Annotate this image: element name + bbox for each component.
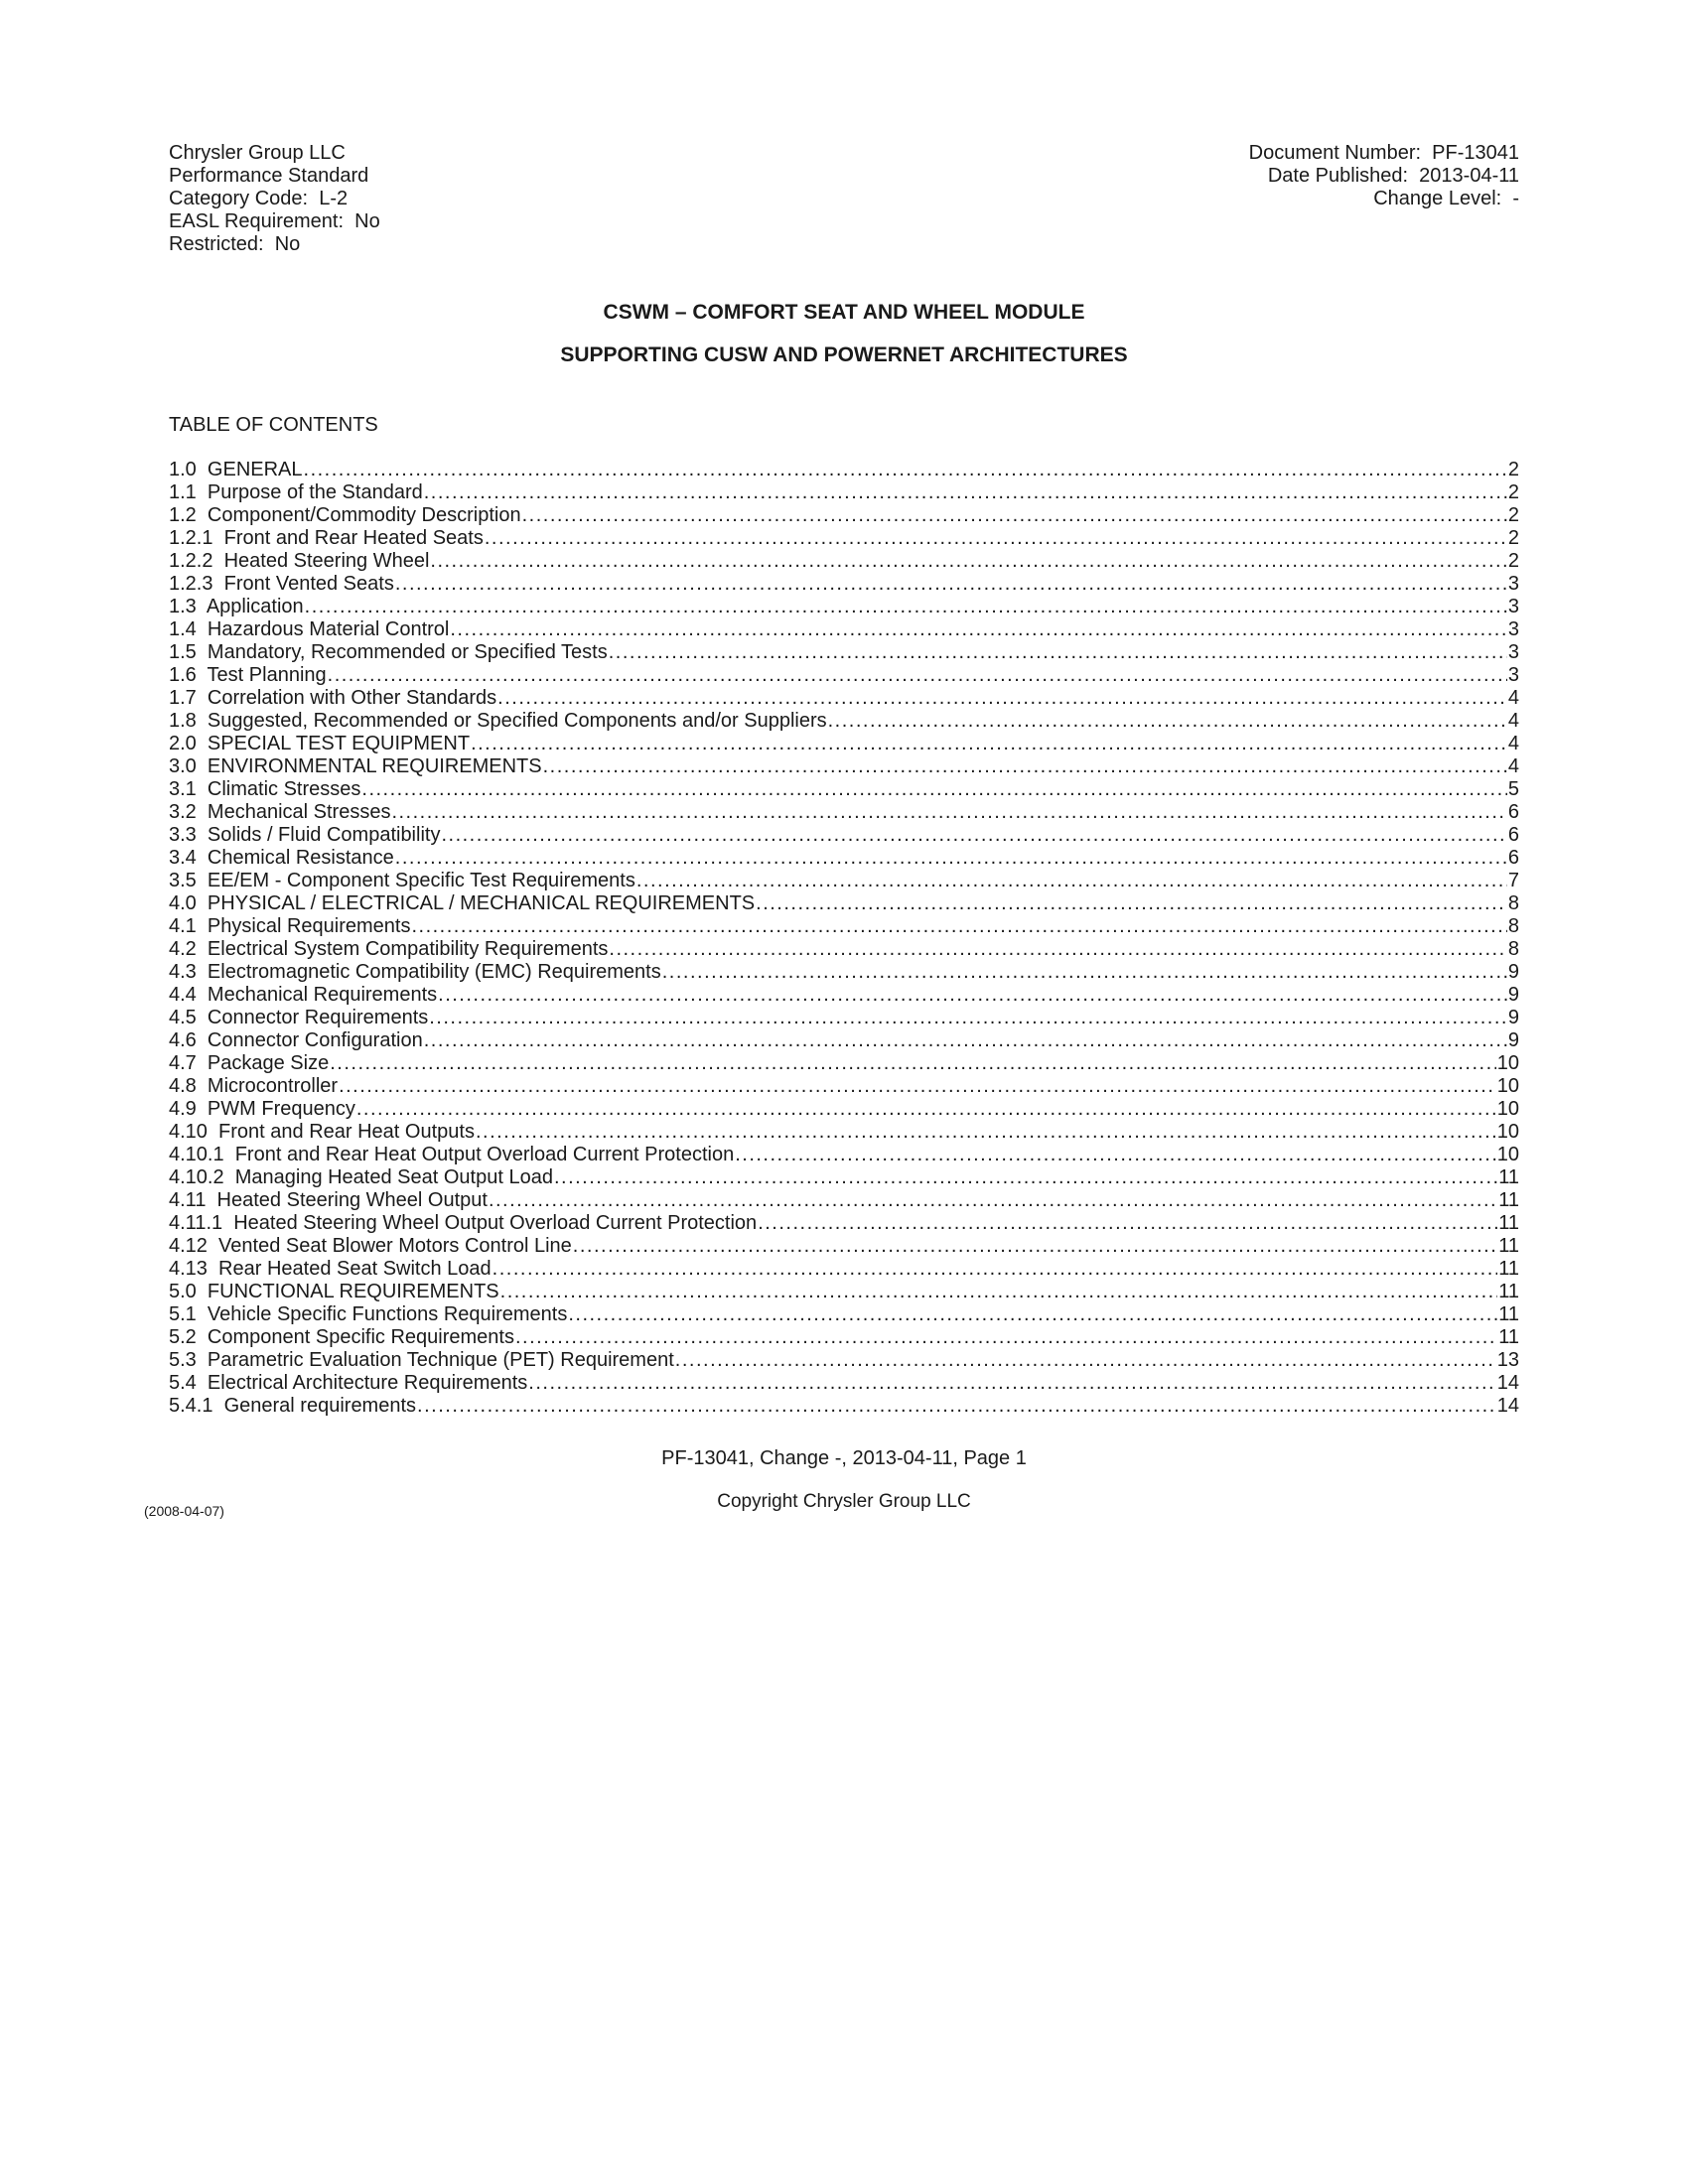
toc-entry-label: 3.4 Chemical Resistance <box>169 847 394 869</box>
toc-entry <box>169 641 1519 664</box>
toc-entry-label: 1.2 Component/Commodity Description <box>169 504 521 526</box>
header-right-block <box>1249 142 1519 256</box>
toc-dot-leader <box>429 1007 1507 1029</box>
toc-dot-leader <box>662 961 1507 984</box>
toc-entry-page: 3 <box>1507 618 1519 640</box>
toc-dot-leader <box>395 847 1507 870</box>
toc-entry <box>169 1007 1519 1029</box>
toc-entry-label: 4.10.2 Managing Heated Seat Output Load <box>169 1166 553 1188</box>
toc-dot-leader <box>417 1395 1496 1418</box>
toc-entry <box>169 573 1519 596</box>
toc-entry-page: 4 <box>1507 687 1519 709</box>
toc-dot-leader <box>675 1349 1496 1372</box>
toc-entry-page: 6 <box>1507 847 1519 869</box>
toc-entry-page: 10 <box>1496 1121 1519 1143</box>
toc-entry-page: 4 <box>1507 710 1519 732</box>
toc-entry-label: 3.5 EE/EM - Component Specific Test Requirements <box>169 870 635 891</box>
toc-entry-label: 1.2.2 Heated Steering Wheel <box>169 550 430 572</box>
toc-entry <box>169 1075 1519 1098</box>
toc-entry-label: 4.11.1 Heated Steering Wheel Output Overload Current Protection <box>169 1212 758 1234</box>
toc-entry <box>169 710 1519 733</box>
toc-entry-label: 4.11 Heated Steering Wheel Output <box>169 1189 488 1211</box>
toc-dot-leader <box>515 1326 1497 1349</box>
toc-dot-leader <box>339 1075 1496 1098</box>
toc-entry-label: 4.9 PWM Frequency <box>169 1098 355 1120</box>
toc-entry-page: 6 <box>1507 801 1519 823</box>
toc-entry-label: 4.10.1 Front and Rear Heat Output Overload Current Protection <box>169 1144 735 1165</box>
toc-entry <box>169 1029 1519 1052</box>
toc-entry <box>169 938 1519 961</box>
toc-dot-leader <box>391 801 1506 824</box>
toc-dot-leader <box>609 938 1506 961</box>
toc-entry <box>169 664 1519 687</box>
toc-dot-leader <box>636 870 1507 892</box>
toc-entry <box>169 1166 1519 1189</box>
toc-entry-page: 8 <box>1507 938 1519 960</box>
toc-entry <box>169 733 1519 755</box>
toc-entry <box>169 1349 1519 1372</box>
header-right-line: Change Level: - <box>1373 188 1519 209</box>
toc-entry-label: 3.3 Solids / Fluid Compatibility <box>169 824 441 846</box>
toc-entry-page: 11 <box>1498 1212 1519 1234</box>
toc-entry <box>169 1303 1519 1326</box>
toc-dot-leader <box>492 1258 1498 1281</box>
toc-dot-leader <box>441 824 1506 847</box>
toc-entry <box>169 1372 1519 1395</box>
toc-entry-label: 2.0 SPECIAL TEST EQUIPMENT <box>169 733 471 754</box>
toc-entry-page: 3 <box>1507 596 1519 617</box>
toc-dot-leader <box>497 687 1507 710</box>
toc-entry-label: 1.5 Mandatory, Recommended or Specified Tests <box>169 641 608 663</box>
toc-entry-page: 2 <box>1507 550 1519 572</box>
title-block <box>169 301 1519 366</box>
footer-copyright: Copyright Chrysler Group LLC <box>717 1491 971 1512</box>
toc-entry-label: 4.0 PHYSICAL / ELECTRICAL / MECHANICAL REQUIREMENTS <box>169 892 756 914</box>
toc-dot-leader <box>500 1281 1498 1303</box>
toc-entry-page: 11 <box>1498 1303 1519 1325</box>
toc-entry-label: 1.7 Correlation with Other Standards <box>169 687 497 709</box>
toc-entry-page: 10 <box>1496 1144 1519 1165</box>
toc-dot-leader <box>528 1372 1495 1395</box>
toc-entry-page: 3 <box>1507 573 1519 595</box>
toc-dot-leader <box>609 641 1507 664</box>
footer-page-info: PF-13041, Change -, 2013-04-11, Page 1 <box>661 1447 1027 1469</box>
document-header <box>169 142 1519 256</box>
toc-dot-leader <box>438 984 1507 1007</box>
header-right-line: Document Number: PF-13041 <box>1248 142 1519 164</box>
toc-entry-label: 4.10 Front and Rear Heat Outputs <box>169 1121 475 1143</box>
toc-entry-label: 1.1 Purpose of the Standard <box>169 481 423 503</box>
toc-dot-leader <box>554 1166 1497 1189</box>
toc-entry <box>169 687 1519 710</box>
toc-entry-page: 7 <box>1507 870 1519 891</box>
toc-dot-leader <box>411 915 1506 938</box>
toc-entry <box>169 504 1519 527</box>
toc-entry-page: 11 <box>1498 1258 1519 1280</box>
toc-entry <box>169 550 1519 573</box>
toc-entry <box>169 1235 1519 1258</box>
toc-dot-leader <box>489 1189 1497 1212</box>
toc-entry-page: 2 <box>1507 504 1519 526</box>
toc-entry-label: 5.1 Vehicle Specific Functions Requirements <box>169 1303 568 1325</box>
toc-entry-label: 3.0 ENVIRONMENTAL REQUIREMENTS <box>169 755 542 777</box>
toc-entry <box>169 596 1519 618</box>
toc-entry-label: 1.8 Suggested, Recommended or Specified Components and/or Suppliers <box>169 710 827 732</box>
toc-dot-leader <box>485 527 1507 550</box>
toc-entry-label: 4.5 Connector Requirements <box>169 1007 429 1028</box>
toc-entry-label: 4.2 Electrical System Compatibility Requirements <box>169 938 609 960</box>
toc-dot-leader <box>328 664 1507 687</box>
toc-entry <box>169 961 1519 984</box>
header-left-line: EASL Requirement: No <box>169 210 380 232</box>
toc-entry-label: 5.4.1 General requirements <box>169 1395 417 1417</box>
toc-entry-label: 4.4 Mechanical Requirements <box>169 984 438 1006</box>
toc-entry-page: 4 <box>1507 733 1519 754</box>
toc-entry-page: 9 <box>1507 961 1519 983</box>
toc-list <box>169 459 1519 1418</box>
footer-revision-note: (2008-04-07) <box>144 1503 224 1519</box>
toc-entry-label: 5.4 Electrical Architecture Requirements <box>169 1372 528 1394</box>
toc-dot-leader <box>356 1098 1496 1121</box>
toc-entry-label: 5.0 FUNCTIONAL REQUIREMENTS <box>169 1281 499 1302</box>
toc-entry-label: 5.2 Component Specific Requirements <box>169 1326 514 1348</box>
toc-dot-leader <box>522 504 1507 527</box>
toc-entry <box>169 915 1519 938</box>
document-title: CSWM – COMFORT SEAT AND WHEEL MODULE <box>603 301 1085 324</box>
toc-entry <box>169 459 1519 481</box>
toc-entry-page: 4 <box>1507 755 1519 777</box>
toc-entry <box>169 1212 1519 1235</box>
toc-entry-label: 4.8 Microcontroller <box>169 1075 339 1097</box>
toc-dot-leader <box>450 618 1507 641</box>
toc-entry-page: 13 <box>1496 1349 1519 1371</box>
toc-entry-page: 2 <box>1507 481 1519 503</box>
toc-dot-leader <box>828 710 1507 733</box>
toc-entry-page: 14 <box>1496 1372 1519 1394</box>
toc-dot-leader <box>758 1212 1497 1235</box>
header-left-line: Category Code: L-2 <box>169 188 349 209</box>
toc-entry-label: 3.1 Climatic Stresses <box>169 778 361 800</box>
toc-entry-label: 3.2 Mechanical Stresses <box>169 801 391 823</box>
toc-entry-page: 2 <box>1507 459 1519 480</box>
toc-entry-page: 11 <box>1498 1189 1519 1211</box>
toc-entry <box>169 1052 1519 1075</box>
toc-entry-page: 3 <box>1507 641 1519 663</box>
toc-entry <box>169 801 1519 824</box>
toc-entry-page: 11 <box>1498 1326 1519 1348</box>
toc-entry-label: 1.2.1 Front and Rear Heated Seats <box>169 527 484 549</box>
toc-entry <box>169 481 1519 504</box>
toc-entry <box>169 1189 1519 1212</box>
toc-dot-leader <box>305 596 1507 618</box>
toc-dot-leader <box>735 1144 1496 1166</box>
toc-entry-page: 5 <box>1507 778 1519 800</box>
toc-entry <box>169 1121 1519 1144</box>
toc-entry-label: 1.4 Hazardous Material Control <box>169 618 450 640</box>
toc-entry-label: 4.12 Vented Seat Blower Motors Control Line <box>169 1235 572 1257</box>
toc-dot-leader <box>573 1235 1497 1258</box>
toc-entry-page: 10 <box>1496 1098 1519 1120</box>
toc-entry-page: 9 <box>1507 984 1519 1006</box>
toc-entry <box>169 527 1519 550</box>
header-left-line: Restricted: No <box>169 233 301 255</box>
toc-dot-leader <box>568 1303 1497 1326</box>
toc-dot-leader <box>430 550 1506 573</box>
header-right-line: Date Published: 2013-04-11 <box>1267 165 1519 187</box>
toc-entry-page: 11 <box>1498 1281 1519 1302</box>
toc-entry-page: 6 <box>1507 824 1519 846</box>
document-footer <box>169 1447 1519 1513</box>
toc-entry-page: 2 <box>1507 527 1519 549</box>
toc-entry-label: 1.2.3 Front Vented Seats <box>169 573 394 595</box>
toc-entry <box>169 1281 1519 1303</box>
toc-entry-page: 3 <box>1507 664 1519 686</box>
toc-dot-leader <box>471 733 1507 755</box>
header-left-block <box>169 142 380 256</box>
toc-entry-page: 9 <box>1507 1029 1519 1051</box>
toc-dot-leader <box>424 481 1507 504</box>
toc-dot-leader <box>543 755 1507 778</box>
toc-entry <box>169 824 1519 847</box>
toc-entry-label: 4.13 Rear Heated Seat Switch Load <box>169 1258 492 1280</box>
toc-entry-label: 1.0 GENERAL <box>169 459 303 480</box>
toc-entry-label: 1.6 Test Planning <box>169 664 327 686</box>
toc-dot-leader <box>476 1121 1496 1144</box>
toc-entry <box>169 892 1519 915</box>
toc-dot-leader <box>756 892 1507 915</box>
header-left-line: Chrysler Group LLC <box>169 142 346 164</box>
document-subtitle: SUPPORTING CUSW AND POWERNET ARCHITECTURES <box>560 343 1128 366</box>
toc-entry <box>169 778 1519 801</box>
toc-entry <box>169 1098 1519 1121</box>
toc-entry-label: 4.7 Package Size <box>169 1052 330 1074</box>
toc-entry-label: 4.3 Electromagnetic Compatibility (EMC) Requirements <box>169 961 661 983</box>
toc-dot-leader <box>361 778 1506 801</box>
toc-entry-page: 9 <box>1507 1007 1519 1028</box>
toc-entry <box>169 1395 1519 1418</box>
toc-entry <box>169 1144 1519 1166</box>
toc-entry <box>169 870 1519 892</box>
toc-entry-page: 10 <box>1496 1052 1519 1074</box>
toc-dot-leader <box>424 1029 1507 1052</box>
toc-heading: TABLE OF CONTENTS <box>169 414 378 436</box>
toc-dot-leader <box>330 1052 1496 1075</box>
toc-entry <box>169 618 1519 641</box>
header-left-line: Performance Standard <box>169 165 369 187</box>
toc-entry-label: 1.3 Application <box>169 596 304 617</box>
toc-entry-page: 11 <box>1498 1166 1519 1188</box>
toc-entry <box>169 847 1519 870</box>
toc-dot-leader <box>304 459 1507 481</box>
toc-entry <box>169 1258 1519 1281</box>
toc-entry <box>169 984 1519 1007</box>
toc-entry-label: 4.6 Connector Configuration <box>169 1029 423 1051</box>
toc-entry-page: 10 <box>1496 1075 1519 1097</box>
toc-entry-label: 4.1 Physical Requirements <box>169 915 411 937</box>
toc-entry <box>169 755 1519 778</box>
toc-dot-leader <box>395 573 1507 596</box>
toc-entry-page: 8 <box>1507 915 1519 937</box>
toc-entry <box>169 1326 1519 1349</box>
toc-entry-label: 5.3 Parametric Evaluation Technique (PET) Requirement <box>169 1349 674 1371</box>
toc-entry-page: 8 <box>1507 892 1519 914</box>
toc-entry-page: 14 <box>1496 1395 1519 1417</box>
toc-entry-page: 11 <box>1498 1235 1519 1257</box>
